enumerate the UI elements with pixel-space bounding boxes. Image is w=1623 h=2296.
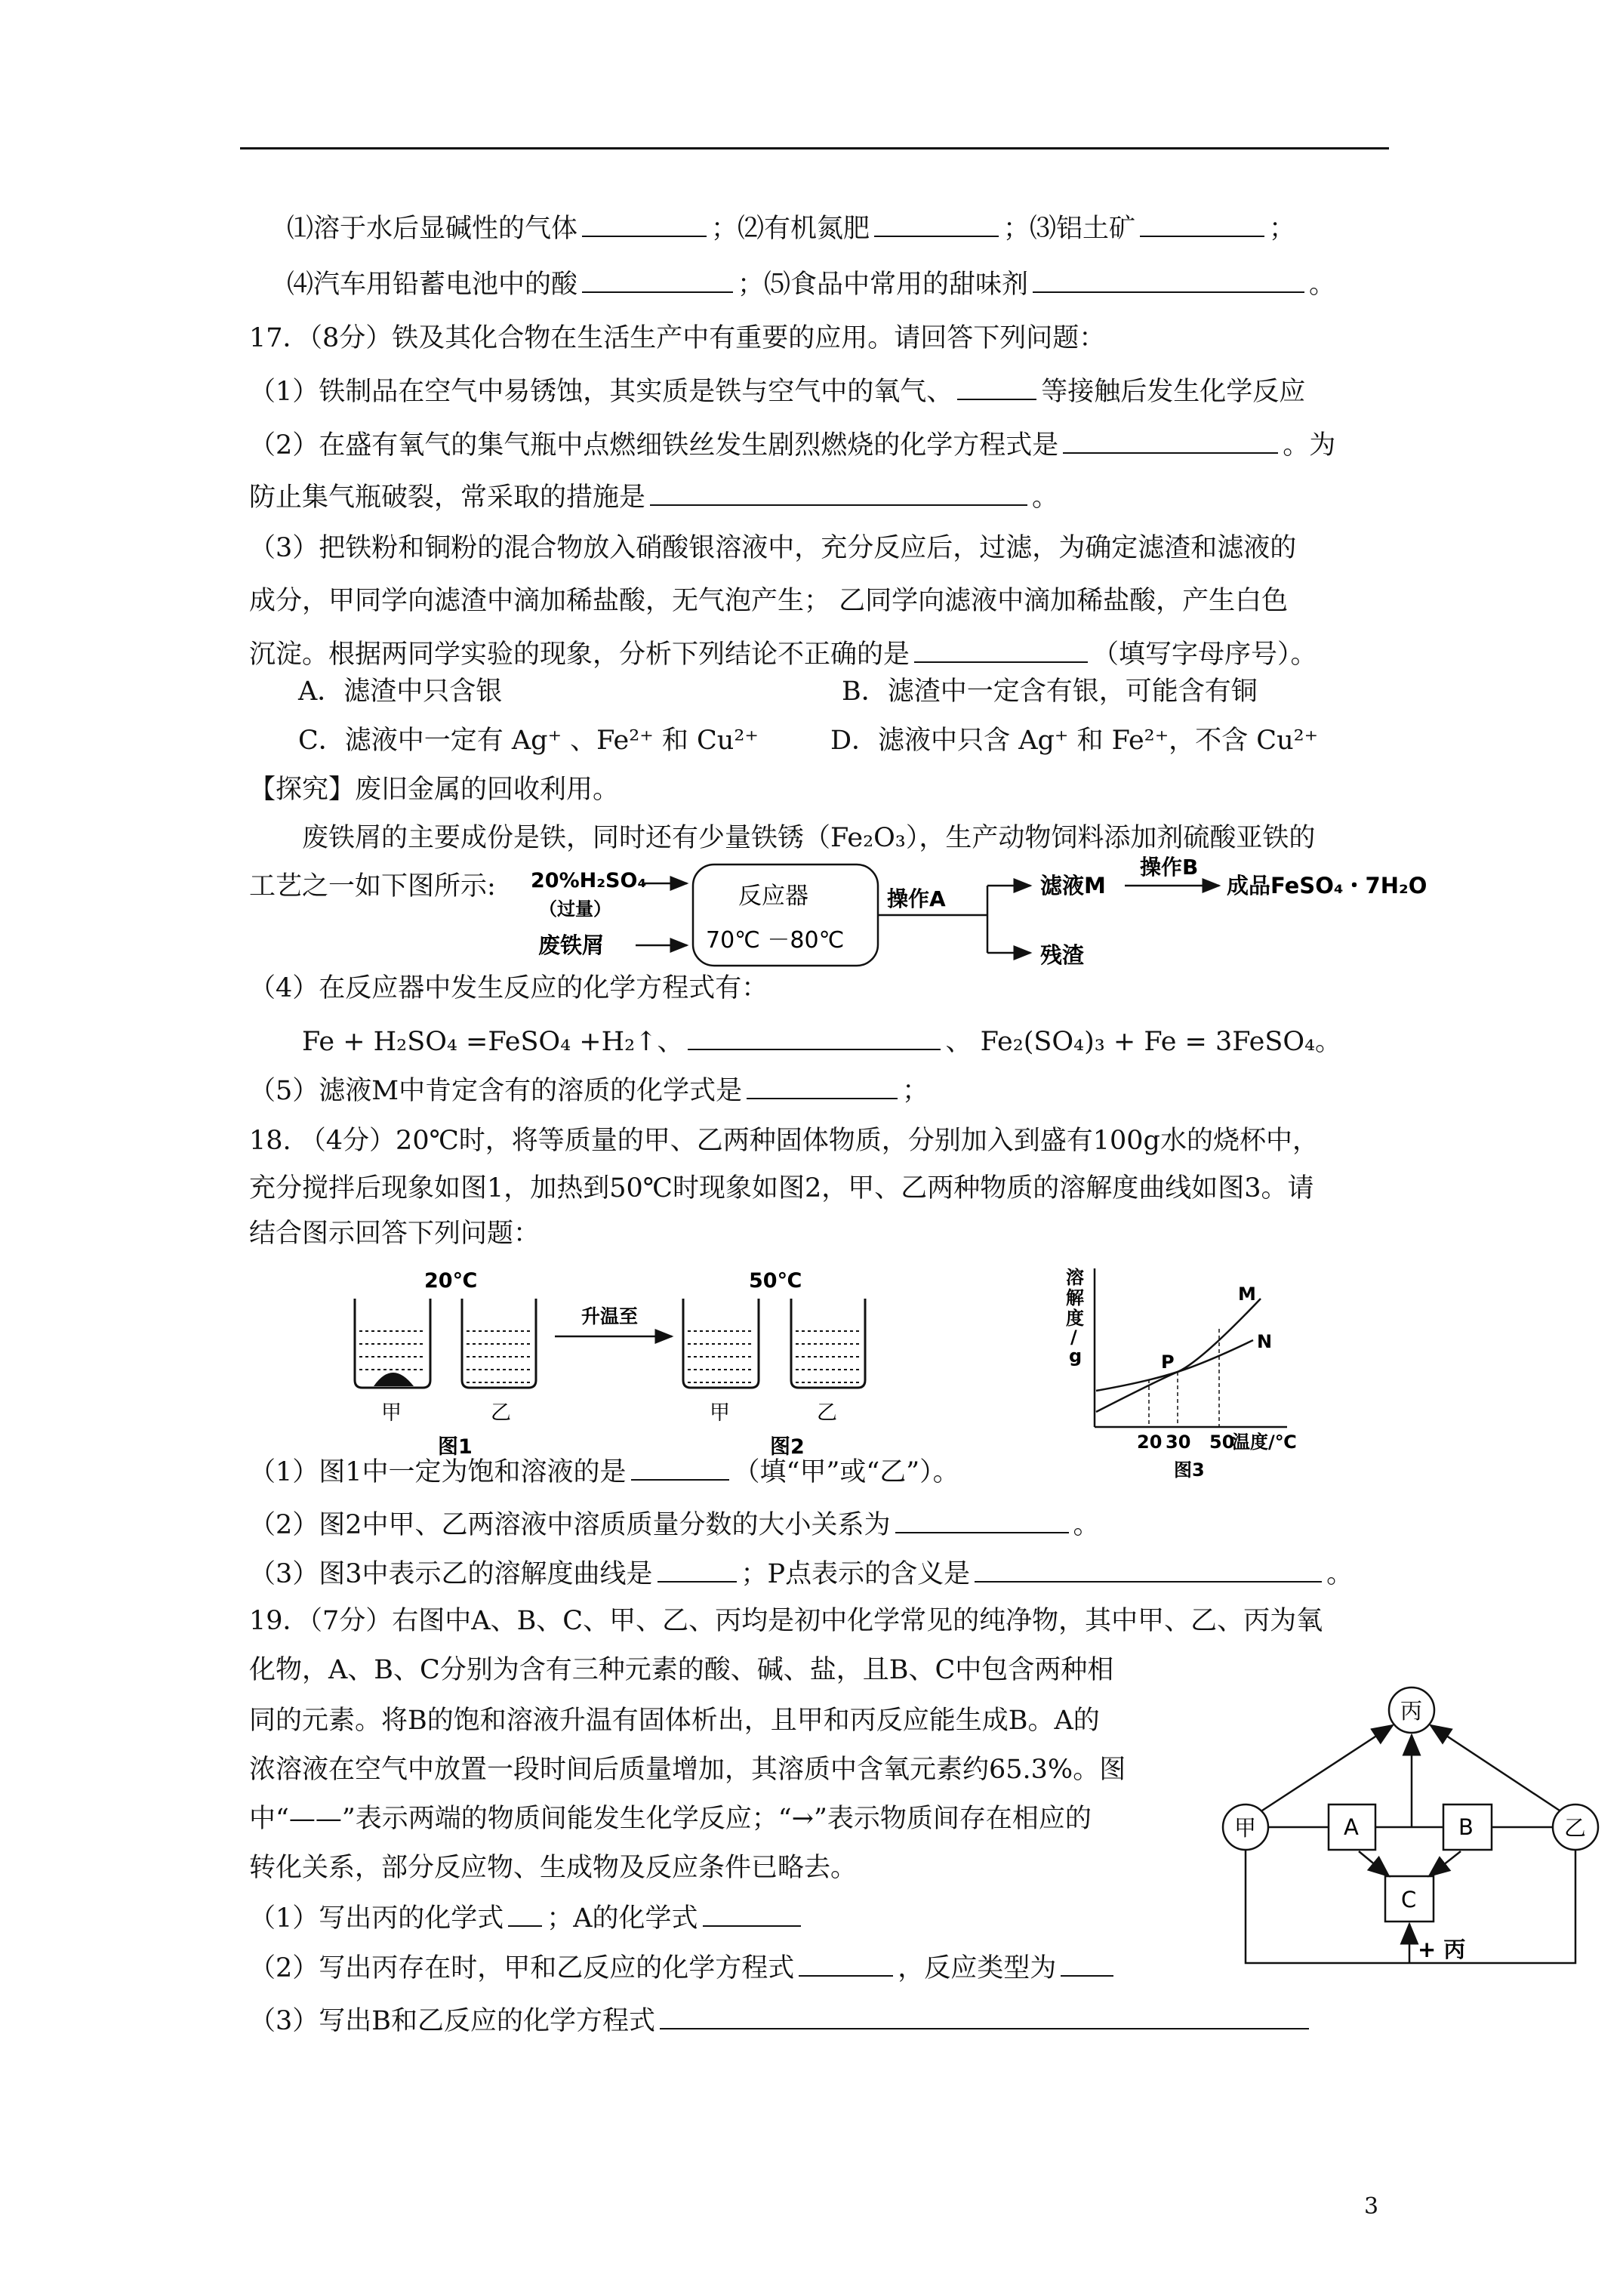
page-number: 3 <box>1364 2193 1379 2220</box>
reactor-label: 反应器 <box>738 883 808 910</box>
node-yi-label: 乙 <box>1564 1815 1587 1841</box>
q17-title: 17．（8分）铁及其化合物在生活生产中有重要的应用。请回答下列问题： <box>249 323 1106 353</box>
q19-line-5: 中“——”表示两端的物质间能发生化学反应；“→”表示物质间存在相应的 <box>249 1804 1092 1834</box>
arrow-icon <box>1262 1725 1393 1811</box>
x-tick-30: 30 <box>1166 1432 1191 1453</box>
arrow-icon <box>1431 1725 1560 1811</box>
q17-option-b: B．滤渣中一定含有银，可能含有铜 <box>842 676 1258 707</box>
q17-explore-heading: 【探究】废旧金属的回收利用。 <box>249 775 620 805</box>
q16-line-1: ⑴溶于水后显碱性的气体 ；⑵有机氮肥 ；⑶铝土矿 ； <box>287 210 1295 247</box>
operation-a-label: 操作A <box>887 886 946 911</box>
q17-option-d: D．滤液中只含 Ag⁺ 和 Fe²⁺，不含 Cu²⁺ <box>830 726 1319 756</box>
q17-explore-text-2: 工艺之一如下图所示: <box>249 871 496 901</box>
fig2-yi-label: 乙 <box>817 1401 837 1425</box>
reactor-temperature: 70℃ －80℃ <box>706 927 845 954</box>
fig1-caption: 图1 <box>438 1435 473 1459</box>
plus-bing-label: + 丙 <box>1418 1937 1466 1962</box>
q17-option-a: A．滤渣中只含银 <box>298 676 503 707</box>
q17-part5: （5）滤液M中肯定含有的溶质的化学式是 ； <box>249 1072 929 1109</box>
fig2-caption: 图2 <box>770 1435 805 1459</box>
q17-part3a: （3）把铁粉和铜粉的混合物放入硝酸银溶液中，充分反应后，过滤，为确定滤渣和滤液的 <box>249 533 1297 563</box>
heat-arrow-label: 升温至 <box>581 1305 639 1327</box>
x-tick-20: 20 <box>1137 1432 1163 1453</box>
q19-line-4: 浓溶液在空气中放置一段时间后质量增加，其溶质中含氧元素约65.3%。图 <box>249 1755 1126 1785</box>
y-axis-label-4: / <box>1070 1327 1077 1348</box>
y-axis-label-5: g <box>1069 1345 1083 1367</box>
x-axis-label: 温度/℃ <box>1232 1432 1297 1453</box>
y-axis-label-1: 溶 <box>1066 1267 1084 1288</box>
fig2-jia-label: 甲 <box>710 1401 730 1425</box>
q18-answer-2: （2）图2中甲、乙两溶液中溶质质量分数的大小关系为 。 <box>249 1506 1100 1543</box>
curve-n-label: N <box>1257 1331 1273 1352</box>
node-jia-label: 甲 <box>1234 1815 1257 1841</box>
q18-line-3: 结合图示回答下列问题： <box>249 1219 540 1249</box>
residue-label: 残渣 <box>1040 942 1085 968</box>
q19-line-3: 同的元素。将B的饱和溶液升温有固体析出，且甲和丙反应能生成B。A的 <box>249 1706 1100 1736</box>
q18-line-1: 18. （4分）20℃时，将等质量的甲、乙两种固体物质，分别加入到盛有100g水的烧杯中， <box>249 1126 1319 1156</box>
q17-explore-text-1: 废铁屑的主要成份是铁，同时还有少量铁锈（Fe₂O₃），生产动物饲料添加剂硫酸亚铁的 <box>302 823 1316 853</box>
q19-line-6: 转化关系，部分反应物、生成物及反应条件已略去。 <box>249 1853 858 1883</box>
y-axis-label-3: 度 <box>1066 1308 1084 1329</box>
q17-option-c: C．滤液中一定有 Ag⁺ 、Fe²⁺ 和 Cu²⁺ <box>298 726 759 756</box>
product-label: 成品FeSO₄・7H₂O <box>1227 873 1427 898</box>
q18-answer-1: （1）图1中一定为饱和溶液的是 （填“甲”或“乙”）。 <box>249 1453 959 1490</box>
node-a-label: A <box>1344 1814 1359 1840</box>
curve-m-label: M <box>1238 1284 1256 1305</box>
q17-equations: Fe + H₂SO₄ =FeSO₄ +H₂↑、 、 Fe₂(SO₄)₃ + Fe = 3FeSO₄。 <box>302 1023 1341 1060</box>
q17-part4: （4）在反应器中发生反应的化学方程式有： <box>249 973 768 1003</box>
q18-answer-3: （3）图3中表示乙的溶解度曲线是 ；P点表示的含义是 。 <box>249 1555 1353 1592</box>
q18-line-2: 充分搅拌后现象如图1，加热到50℃时现象如图2，甲、乙两种物质的溶解度曲线如图3。请 <box>249 1173 1314 1203</box>
flow-input-acid: 20%H₂SO₄ <box>531 869 647 892</box>
flow-input-scrap: 废铁屑 <box>538 932 605 958</box>
filtrate-m-label: 滤液M <box>1040 873 1106 898</box>
fig1-yi-label: 乙 <box>491 1401 511 1425</box>
q17-part3c: 沉淀。根据两同学实验的现象，分析下列结论不正确的是 （填写字母序号）。 <box>249 636 1317 673</box>
q17-part2b: 防止集气瓶破裂，常采取的措施是 。 <box>249 479 1058 516</box>
y-axis-label-2: 解 <box>1066 1287 1084 1308</box>
q16-line-2: ⑷汽车用铅蓄电池中的酸 ；⑸食品中常用的甜味剂 。 <box>287 266 1335 303</box>
arrow-icon <box>1359 1851 1389 1876</box>
operation-b-label: 操作B <box>1140 855 1199 880</box>
fig3-caption: 图3 <box>1174 1459 1205 1481</box>
q19-line-1: 19．（7分）右图中A、B、C、甲、乙、丙均是初中化学常见的纯净物，其中甲、乙、丙为氧 <box>249 1606 1323 1636</box>
fig2-temp-label: 50℃ <box>749 1269 802 1293</box>
node-b-label: B <box>1458 1814 1474 1840</box>
q19-answer-2: （2）写出丙存在时，甲和乙反应的化学方程式 ，反应类型为 <box>249 1949 1118 1986</box>
q17-part1: （1）铁制品在空气中易锈蚀，其实质是铁与空气中的氧气、 等接触后发生化学反应 <box>249 373 1305 410</box>
q19-line-2: 化物，A、B、C分别为含有三种元素的酸、碱、盐，且B、C中包含两种相 <box>249 1655 1114 1685</box>
node-bing-label: 丙 <box>1400 1698 1423 1724</box>
x-tick-50: 50 <box>1209 1432 1235 1453</box>
fig1-temp-label: 20℃ <box>424 1269 478 1293</box>
arrow-icon <box>1429 1851 1461 1876</box>
q17-part2a: （2）在盛有氧气的集气瓶中点燃细铁丝发生剧烈燃烧的化学方程式是 。为 <box>249 427 1335 464</box>
fig1-jia-label: 甲 <box>381 1401 402 1425</box>
q17-part3b: 成分，甲同学向滤渣中滴加稀盐酸，无气泡产生； 乙同学向滤液中滴加稀盐酸，产生白色 <box>249 586 1289 616</box>
q19-answer-1: （1）写出丙的化学式 ；A的化学式 <box>249 1900 805 1937</box>
flow-input-acid-note: （过量） <box>539 898 611 920</box>
node-c-label: C <box>1401 1887 1417 1912</box>
q19-answer-3: （3）写出B和乙反应的化学方程式 <box>249 2002 1313 2039</box>
point-p-label: P <box>1161 1351 1175 1373</box>
